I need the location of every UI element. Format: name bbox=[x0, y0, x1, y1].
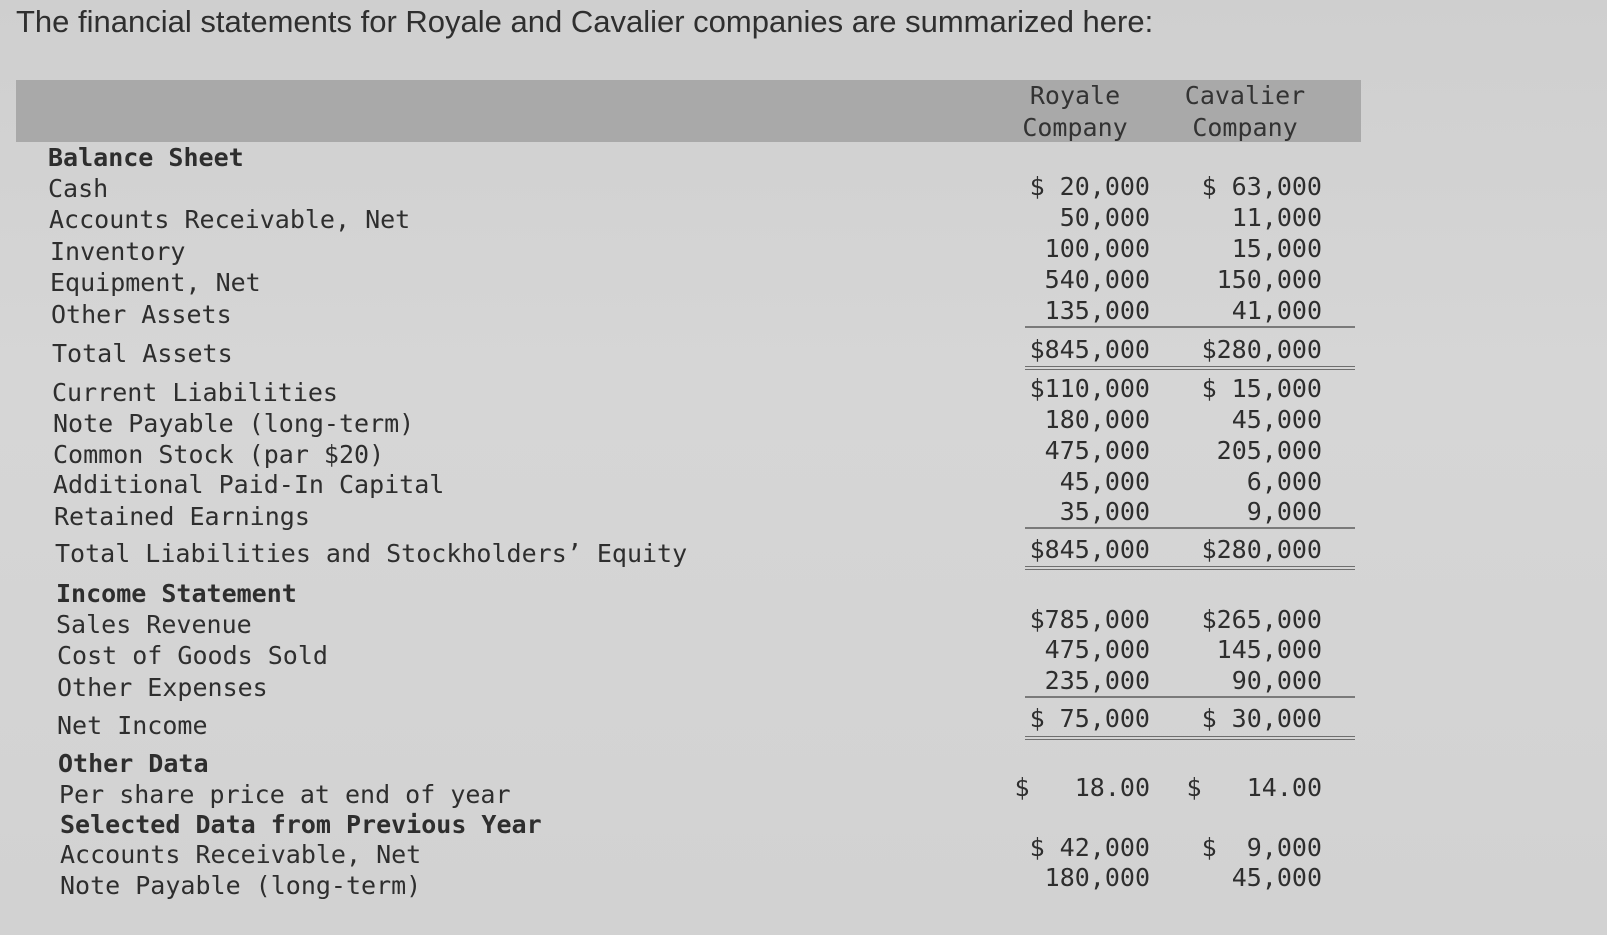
royale-other-expenses: 235,000 bbox=[1044, 666, 1150, 695]
royale-common-stock: 475,000 bbox=[1044, 436, 1150, 465]
royale-total-assets: $845,000 bbox=[1029, 335, 1150, 364]
row-label-prev-accounts-receivable: Accounts Receivable, Net bbox=[60, 840, 422, 869]
royale-equipment: 540,000 bbox=[1044, 265, 1150, 294]
cavalier-cash: $ 63,000 bbox=[1201, 172, 1322, 201]
cavalier-common-stock: 205,000 bbox=[1216, 436, 1322, 465]
section-other-data: Other Data bbox=[58, 749, 209, 778]
row-label-accounts-receivable: Accounts Receivable, Net bbox=[49, 205, 411, 234]
cavalier-prev-accounts-receivable: $ 9,000 bbox=[1201, 833, 1322, 862]
cavalier-other-assets: 41,000 bbox=[1231, 296, 1322, 325]
royale-other-assets: 135,000 bbox=[1044, 296, 1150, 325]
row-label-share-price: Per share price at end of year bbox=[59, 780, 511, 809]
royale-retained-earnings: 35,000 bbox=[1059, 497, 1150, 526]
row-label-cogs: Cost of Goods Sold bbox=[57, 641, 328, 670]
column-header-cavalier-line2: Company bbox=[1192, 113, 1298, 142]
royale-additional-paid-in: 45,000 bbox=[1059, 467, 1150, 496]
column-header-cavalier bbox=[1170, 80, 1320, 144]
royale-inventory: 100,000 bbox=[1044, 234, 1150, 263]
row-label-common-stock: Common Stock (par $20) bbox=[53, 440, 385, 469]
cavalier-cogs: 145,000 bbox=[1216, 635, 1322, 664]
cavalier-additional-paid-in: 6,000 bbox=[1246, 467, 1322, 496]
section-previous-year: Selected Data from Previous Year bbox=[60, 810, 542, 839]
cavalier-equipment: 150,000 bbox=[1216, 265, 1322, 294]
column-header-royale-line2: Company bbox=[1022, 113, 1128, 142]
cavalier-prev-note-payable: 45,000 bbox=[1231, 863, 1322, 892]
row-label-inventory: Inventory bbox=[50, 237, 186, 266]
row-label-retained-earnings: Retained Earnings bbox=[54, 502, 310, 531]
row-label-net-income: Net Income bbox=[57, 711, 208, 740]
cavalier-accounts-receivable: 11,000 bbox=[1231, 203, 1322, 232]
row-label-note-payable: Note Payable (long-term) bbox=[53, 409, 415, 438]
intro-text: The financial statements for Royale and Cavalier companies are summarized here: bbox=[16, 4, 1154, 39]
column-header-royale-line1: Royale bbox=[1029, 81, 1121, 110]
subtotal-rule bbox=[1025, 696, 1355, 698]
cavalier-total-liabilities-equity: $280,000 bbox=[1201, 535, 1322, 564]
subtotal-rule bbox=[1025, 527, 1355, 529]
royale-prev-note-payable: 180,000 bbox=[1044, 863, 1150, 892]
total-double-rule bbox=[1025, 566, 1355, 570]
royale-total-liabilities-equity: $845,000 bbox=[1029, 535, 1150, 564]
cavalier-sales-revenue: $265,000 bbox=[1201, 605, 1322, 634]
cavalier-inventory: 15,000 bbox=[1231, 234, 1322, 263]
royale-net-income: $ 75,000 bbox=[1029, 704, 1150, 733]
row-label-other-assets: Other Assets bbox=[51, 300, 232, 329]
cavalier-net-income: $ 30,000 bbox=[1201, 704, 1322, 733]
row-label-current-liabilities: Current Liabilities bbox=[52, 378, 338, 407]
table-header-band bbox=[16, 80, 1361, 142]
row-label-sales-revenue: Sales Revenue bbox=[56, 610, 252, 639]
row-label-other-expenses: Other Expenses bbox=[57, 673, 268, 702]
row-label-total-liabilities-equity: Total Liabilities and Stockholders’ Equity bbox=[55, 539, 688, 568]
royale-sales-revenue: $785,000 bbox=[1029, 605, 1150, 634]
royale-current-liabilities: $110,000 bbox=[1029, 374, 1150, 403]
cavalier-note-payable: 45,000 bbox=[1231, 405, 1322, 434]
royale-share-price: $ 18.00 bbox=[1014, 773, 1150, 802]
cavalier-total-assets: $280,000 bbox=[1201, 335, 1322, 364]
row-label-cash: Cash bbox=[48, 174, 109, 203]
column-header-cavalier-line1: Cavalier bbox=[1184, 81, 1306, 110]
royale-cogs: 475,000 bbox=[1044, 635, 1150, 664]
royale-cash: $ 20,000 bbox=[1029, 172, 1150, 201]
cavalier-other-expenses: 90,000 bbox=[1231, 666, 1322, 695]
row-label-total-assets: Total Assets bbox=[52, 339, 233, 368]
cavalier-retained-earnings: 9,000 bbox=[1246, 497, 1322, 526]
column-header-royale bbox=[1000, 80, 1150, 144]
section-balance-sheet: Balance Sheet bbox=[48, 143, 244, 172]
cavalier-current-liabilities: $ 15,000 bbox=[1201, 374, 1322, 403]
row-label-additional-paid-in: Additional Paid-In Capital bbox=[53, 470, 445, 499]
total-double-rule bbox=[1025, 736, 1355, 740]
row-label-equipment: Equipment, Net bbox=[50, 268, 261, 297]
section-income-statement: Income Statement bbox=[56, 579, 297, 608]
cavalier-share-price: $ 14.00 bbox=[1186, 773, 1322, 802]
total-double-rule bbox=[1025, 366, 1355, 370]
royale-accounts-receivable: 50,000 bbox=[1059, 203, 1150, 232]
royale-prev-accounts-receivable: $ 42,000 bbox=[1029, 833, 1150, 862]
row-label-prev-note-payable: Note Payable (long-term) bbox=[60, 871, 422, 900]
royale-note-payable: 180,000 bbox=[1044, 405, 1150, 434]
subtotal-rule bbox=[1025, 326, 1355, 328]
